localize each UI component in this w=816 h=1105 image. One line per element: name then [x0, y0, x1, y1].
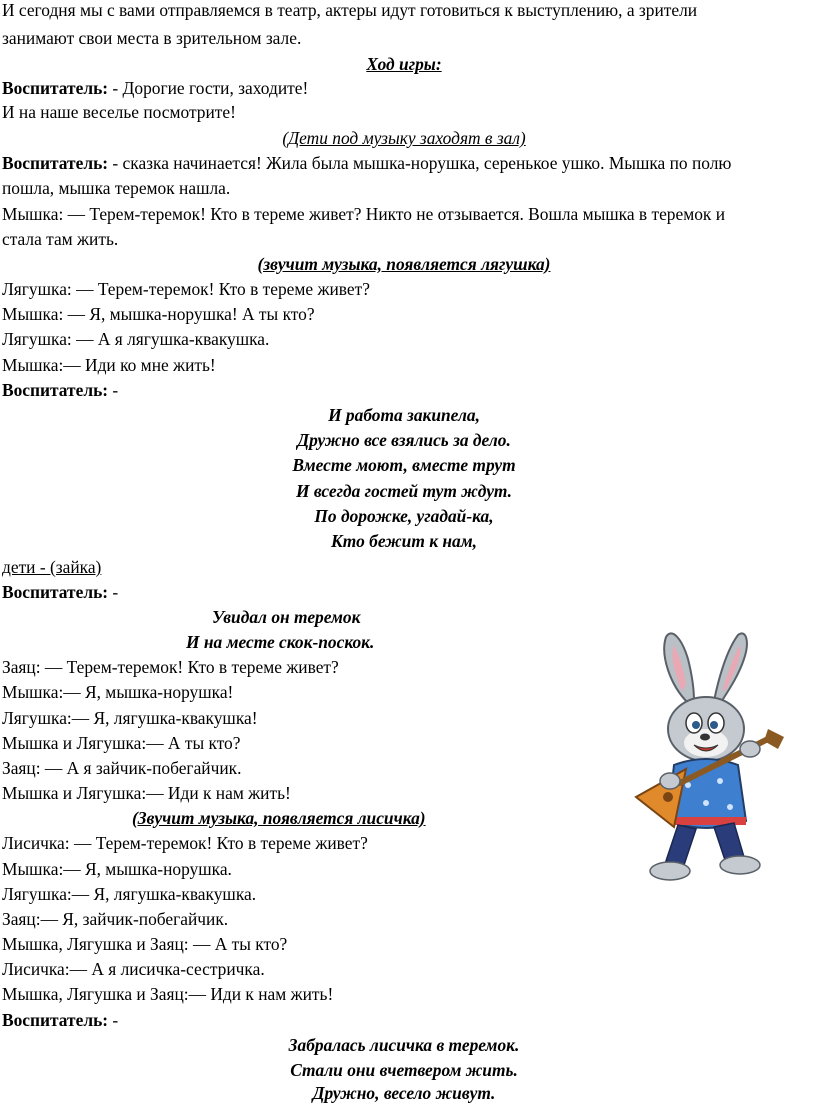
text-line: дети - (зайка) — [2, 557, 102, 577]
speaker-name: Воспитатель: — [2, 1010, 109, 1030]
dialogue-line: Заяц:— Я, зайчик-побегайчик. — [2, 909, 229, 929]
dialogue-line: Заяц: — Терем-теремок! Кто в тереме живет? — [2, 657, 339, 677]
text-line: И сегодня мы с вами отправляемся в театр, актеры идут готовиться к выступлению, а зрители — [2, 0, 698, 20]
poem-line: Кто бежит к нам, — [331, 531, 477, 551]
speaker-line — [2, 1010, 118, 1032]
speaker-line — [2, 582, 118, 604]
text-line: пошла, мышка теремок нашла. — [2, 178, 231, 198]
dialogue-line: Мышка, Лягушка и Заяц: — А ты кто? — [2, 934, 288, 954]
dialogue-line: Мышка, Лягушка и Заяц:— Иди к нам жить! — [2, 984, 334, 1004]
speaker-line — [2, 153, 731, 175]
poem-line: Дружно, весело живут. — [312, 1083, 496, 1103]
dialogue-line: Мышка и Лягушка:— Иди к нам жить! — [2, 783, 291, 803]
speaker-name: Воспитатель: — [2, 582, 109, 602]
stage-direction: (Звучит музыка, появляется лисичка) — [132, 808, 426, 828]
dialogue-line: Мышка и Лягушка:— А ты кто? — [2, 733, 241, 753]
speaker-name: Воспитатель: — [2, 380, 109, 400]
dialogue-line: Лягушка:— Я, лягушка-квакушка. — [2, 884, 257, 904]
speaker-line — [2, 78, 308, 100]
poem-line: И работа закипела, — [328, 405, 480, 425]
dialogue-line: Мышка:— Я, мышка-норушка! — [2, 682, 234, 702]
poem-line: Стали они вчетвером жить. — [290, 1060, 518, 1080]
dialogue-line: Мышка:— Иди ко мне жить! — [2, 355, 216, 375]
poem-line: По дорожке, угадай-ка, — [314, 506, 494, 526]
bunny-balalaika-illustration — [622, 625, 788, 887]
poem-line: Вместе моют, вместе трут — [292, 455, 516, 475]
speech-text: - — [108, 582, 119, 602]
text-line: занимают свои места в зрительном зале. — [2, 28, 302, 48]
stage-direction: (звучит музыка, появляется лягушка) — [257, 254, 551, 274]
speech-text: - Дорогие гости, заходите! — [108, 78, 309, 98]
speaker-name: Воспитатель: — [2, 153, 109, 173]
poem-line: Увидал он теремок — [212, 607, 361, 627]
dialogue-line: Мышка: — Я, мышка-норушка! А ты кто? — [2, 304, 315, 324]
dialogue-line: Лягушка: — А я лягушка-квакушка. — [2, 329, 270, 349]
poem-line: И на месте скок-поскок. — [186, 632, 375, 652]
dialogue-line: Лягушка: — Терем-теремок! Кто в тереме живет? — [2, 279, 370, 299]
speech-text: - — [108, 380, 119, 400]
poem-line: И всегда гостей тут ждут. — [295, 481, 513, 501]
dialogue-line: Лисичка: — Терем-теремок! Кто в тереме живет? — [2, 833, 368, 853]
speech-text: - — [108, 1010, 119, 1030]
dialogue-line: Мышка:— Я, мышка-норушка. — [2, 859, 232, 879]
dialogue-line: Лягушка:— Я, лягушка-квакушка! — [2, 708, 258, 728]
dialogue-line: Заяц: — А я зайчик-побегайчик. — [2, 758, 242, 778]
speaker-name: Воспитатель: — [2, 78, 109, 98]
dialogue-line: Лисичка:— А я лисичка-сестричка. — [2, 959, 265, 979]
text-line: Мышка: — Терем-теремок! Кто в тереме живет? Никто не отзывается. Вошла мышка в теремок и — [2, 204, 726, 224]
speech-text: - сказка начинается! Жила была мышка-норушка, серенькое ушко. Мышка по полю — [108, 153, 732, 173]
poem-line: Дружно все взялись за дело. — [297, 430, 511, 450]
section-heading: Ход игры: — [366, 54, 442, 74]
text-line: И на наше веселье посмотрите! — [2, 102, 236, 122]
stage-direction: (Дети под музыку заходят в зал) — [282, 128, 526, 148]
text-line: стала там жить. — [2, 229, 119, 249]
poem-line: Забралась лисичка в теремок. — [288, 1035, 520, 1055]
speaker-line — [2, 380, 118, 402]
